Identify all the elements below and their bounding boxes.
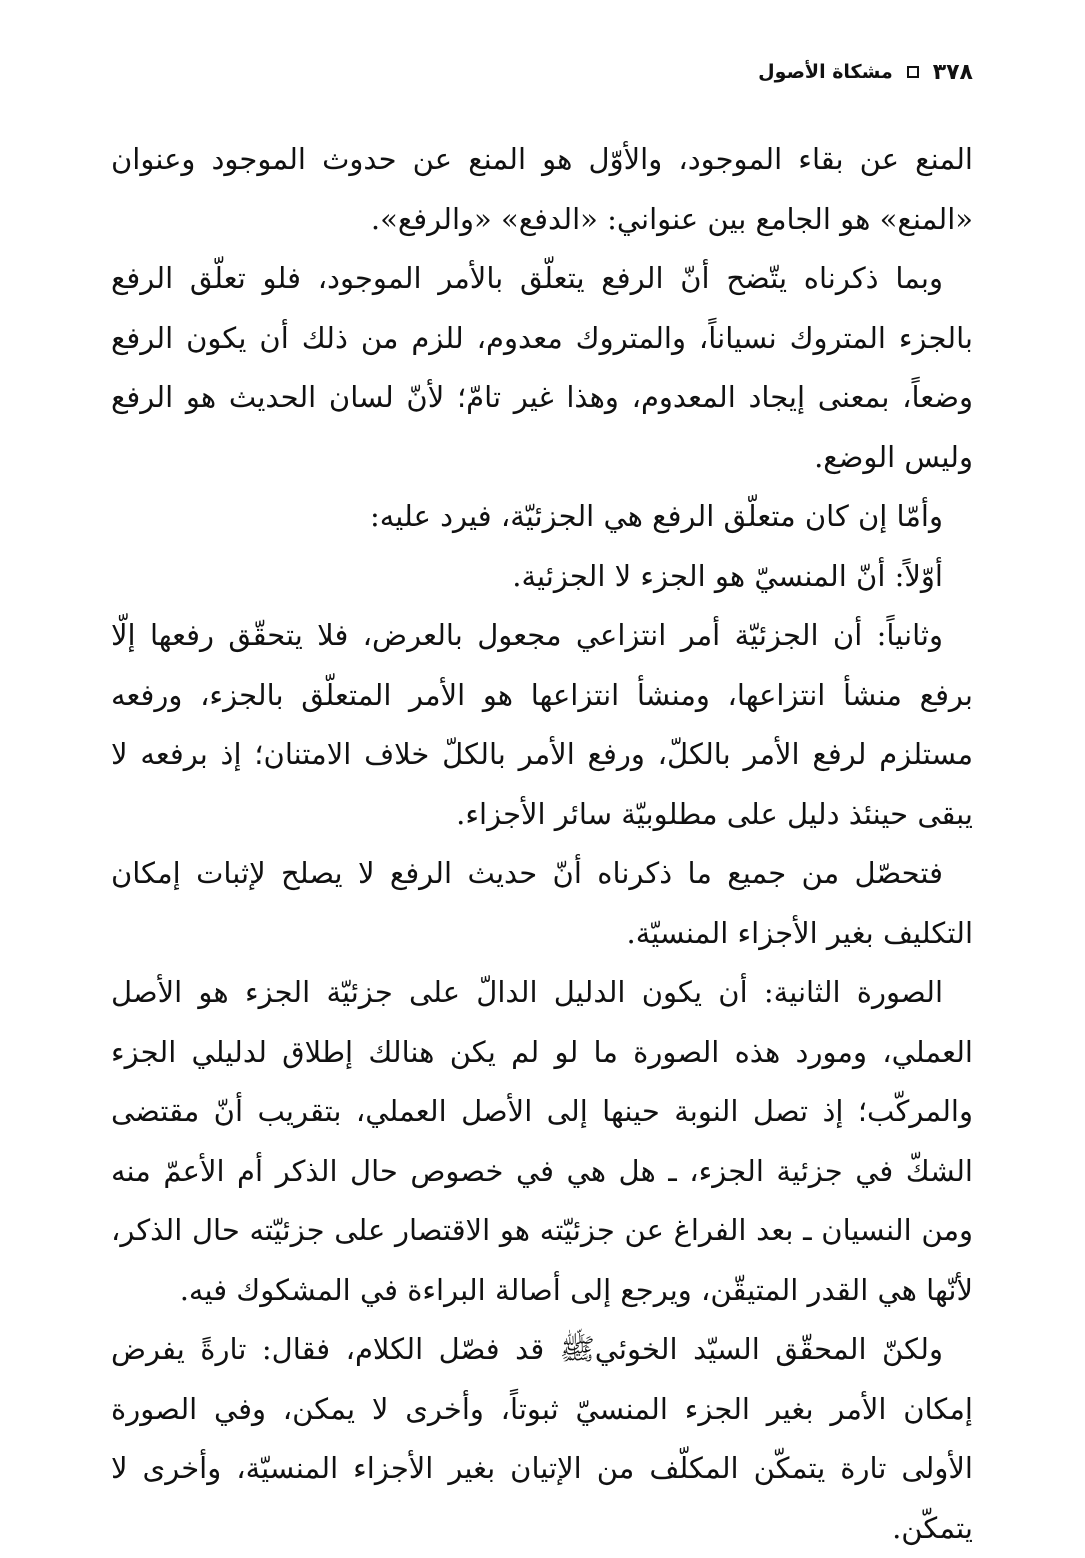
paragraph-continuation: المنع عن بقاء الموجود، والأوّل هو المنع عن حدوث الموجود وعنوان «المنع» هو الجامع بين عنواني: «الدفع» «والرفع». xyxy=(111,142,973,236)
paragraph: فتحصّل من جميع ما ذكرناه أنّ حديث الرفع لا يصلح لإثبات إمكان التكليف بغير الأجزاء المنسيّة. xyxy=(111,856,973,950)
book-title: مشكاة الأصول xyxy=(758,61,893,83)
page-number: ٣٧٨ xyxy=(932,59,973,85)
separator-square-icon xyxy=(907,66,919,78)
running-header xyxy=(273,52,973,92)
paragraph: وبما ذكرناه يتّضح أنّ الرفع يتعلّق بالأمر الموجود، فلو تعلّق الرفع بالجزء المتروك نسياناً، والمتروك معدوم، للزم من ذلك أن يكون الرفع وضعاً، بمعنى إيجاد المعدوم، وهذا غير تامّ؛ لأنّ لسان الحديث هو الرفع وليس الوضع. xyxy=(111,261,973,474)
body-text xyxy=(111,130,973,1558)
paragraph: أوّلاً: أنّ المنسيّ هو الجزء لا الجزئية. xyxy=(512,558,943,593)
paragraph: وأمّا إن كان متعلّق الرفع هي الجزئيّة، فيرد عليه: xyxy=(369,499,943,533)
paragraph: الصورة الثانية: أن يكون الدليل الدالّ على جزئيّة الجزء هو الأصل العملي، ومورد هذه الصورة ما لو لم يكن هنالك إطلاق لدليلي الجزء والمركّب؛ إذ تصل النوبة حينها إلى الأصل العملي، بتقريب أنّ مقتضى الشكّ في جزئية الجزء، ـ هل هي في خصوص حال الذكر أم الأعمّ منه ومن النسيان ـ بعد الفراغ عن جزئيّته هو الاقتصار على جزئيّته حال الذكر، لأنّها هي القدر المتيقّن، ويرجع إلى أصالة البراءة في المشكوك فيه. xyxy=(111,975,973,1307)
paragraph: ولكنّ المحقّق السيّد الخوئيﷺ قد فصّل الكلام، فقال: تارةً يفرض إمكان الأمر بغير الجزء المنسيّ ثبوتاً، وأخرى لا يمكن، وفي الصورة الأولى تارة يتمكّن المكلّف من الإتيان بغير الأجزاء المنسيّة، وأخرى لا يتمكّن. xyxy=(111,1332,973,1545)
paragraph: وثانياً: أن الجزئيّة أمر انتزاعي مجعول بالعرض، فلا يتحقّق رفعها إلّا برفع منشأ انتزاعها، ومنشأ انتزاعها هو الأمر المتعلّق بالجزء، ورفعه مستلزم لرفع الأمر بالكلّ، ورفع الأمر بالكلّ خلاف الامتنان؛ إذ برفعه لا يبقى حينئذ دليل على مطلوبيّة سائر الأجزاء. xyxy=(111,618,974,831)
